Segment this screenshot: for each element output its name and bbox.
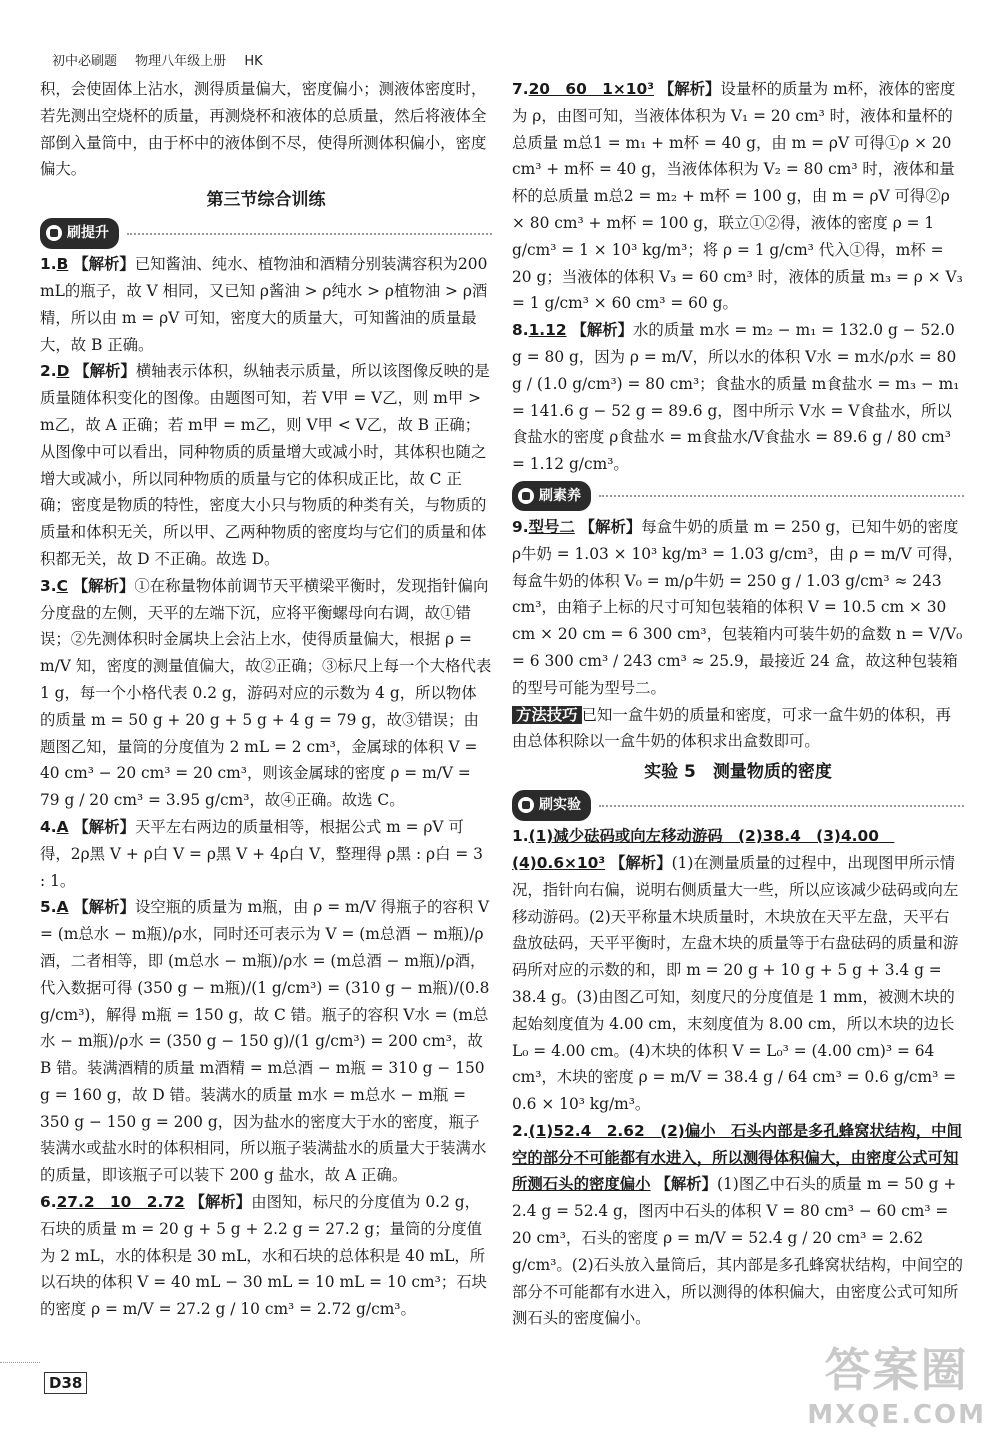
answer-key: A bbox=[56, 817, 69, 836]
edition-label: HK bbox=[244, 54, 263, 69]
dotted-divider bbox=[599, 494, 964, 497]
question-number: 2. bbox=[40, 362, 57, 381]
watermark-url: MXQE.COM bbox=[807, 1400, 986, 1430]
banner-label: 刷提升 bbox=[67, 224, 109, 241]
question-item bbox=[512, 76, 964, 317]
analysis-label: 【解析】 bbox=[73, 898, 135, 917]
watermark-text: 答案圈 bbox=[824, 1343, 969, 1397]
analysis-text: ①在称量物体前调节天平横梁平衡时，发现指针偏向分度盘的左侧，天平的左端下沉，应将平衡螺母向右调，故①错误；②先测体积时金属块上会沾上水，使得质量偏大，根据 ρ = m/V 知，密度的测量值偏大，故②正确；③标尺上每一个大格代表 1 g，每一个小格代表 0.2 g，游码对应的示数为 4 g，所以物体的质量 m = 50 g + 20 g + 5 g + 4 g = 79 g，故③错误；由题图乙知，量筒的分度值为 2 mL = 2 cm³，金属球的体积 V = 40 cm³ − 20 cm³ = 20 cm³，则该金属球的密度 ρ = m/V = 79 g / 20 cm³ = 3.95 g/cm³，故④正确。故选 C。 bbox=[40, 576, 492, 810]
question-item bbox=[40, 814, 492, 894]
subject-title: 物理八年级上册 bbox=[135, 54, 227, 69]
banner-tag bbox=[512, 790, 591, 821]
question-item bbox=[40, 358, 492, 572]
watermark bbox=[807, 1334, 986, 1430]
question-number: 1. bbox=[40, 255, 57, 274]
question-item bbox=[512, 823, 964, 1118]
dotted-divider bbox=[127, 232, 492, 235]
analysis-text: 设量杯的质量为 m杯，液体的密度为 ρ，由图可知，当液体体积为 V₁ = 20 cm³ 时，液体和量杯的总质量 m总1 = m₁ + m杯 = 40 g，由 m = ρV 可得①ρ × 20 cm³ + m杯 = 40 g，当液体体积为 V₂ = 80 cm³ 时，液体和量杯的总质量 m总2 = m₂ + m杯 = 100 g，由 m = ρV 可得②ρ × 80 cm³ + m杯 = 100 g，联立①②得，液体的密度 ρ = 1 g/cm³ = 1 × 10³ kg/m³；将 ρ = 1 g/cm³ 代入①得，m杯 = 20 g；当液体的体积 V₃ = 60 cm³ 时，液体的质量 m₃ = ρ × V₃ = 1 g/cm³ × 60 cm³ = 60 g。 bbox=[512, 80, 963, 313]
answer-key: C bbox=[56, 576, 68, 595]
analysis-label: 【解析】 bbox=[189, 1193, 252, 1212]
pencil-icon bbox=[46, 225, 62, 241]
answer-key: B bbox=[56, 255, 69, 274]
question-item bbox=[512, 317, 964, 478]
answer-key: 20 60 1×10³ bbox=[528, 80, 654, 98]
analysis-label: 【解析】 bbox=[610, 853, 672, 872]
analysis-text: 每盒牛奶的质量 m = 250 g，已知牛奶的密度 ρ牛奶 = 1.03 × 10³ kg/m³ = 1.03 g/cm³，由 ρ = m/V 可得，每盒牛奶的体积 V₀ = m/ρ牛奶 = 250 g / 1.03 g/cm³ ≈ 243 cm³，由箱子上标的尺寸可知包装箱的体积 V = 10.5 cm × 30 cm × 20 cm = 6 300 cm³，包装箱内可装牛奶的盒数 n = V/V₀ = 6 300 cm³ / 243 cm³ ≈ 25.9，最接近 24 盒，故这种包装箱的型号可能为型号二。 bbox=[512, 517, 963, 697]
tip-text: 已知一盒牛奶的质量和密度，可求一盒牛奶的体积，再由总体积除以一盒牛奶的体积求出盒数即可。 bbox=[512, 705, 951, 751]
question-item bbox=[512, 514, 964, 702]
analysis-text: 横轴表示体积，纵轴表示质量，所以该图像反映的是质量随体积变化的图像。由题图可知，若 V甲 = V乙，则 m甲 > m乙，故 A 正确；若 m甲 = m乙，则 V甲 < V乙，故 B 正确；从图像中可以看出，同种物质的质量增大或减小时，其体积也随之增大或减小，所以同种物质的质量与它的体积成正比，故 C 正确；密度是物质的特性，密度大小只与物质的种类有关，与物质的质量和体积无关，所以甲、乙两种物质的密度均与它们的质量和体积都无关，故 D 不正确。故选 D。 bbox=[40, 362, 490, 568]
banner-label: 刷实验 bbox=[539, 796, 581, 813]
question-number: 3. bbox=[40, 576, 57, 595]
analysis-label: 【解析】 bbox=[73, 817, 135, 836]
analysis-text: 天平左右两边的质量相等，根据公式 m = ρV 可得，2ρ黑 V + ρ白 V = ρ黑 V + 4ρ白 V，整理得 ρ黑 : ρ白 = 3 : 1。 bbox=[40, 817, 483, 890]
dotted-divider bbox=[599, 804, 964, 807]
analysis-text: 水的质量 m水 = m₂ − m₁ = 132.0 g − 52.0 g = 80 g，因为 ρ = m/V，所以水的体积 V水 = m水/ρ水 = 80 g / (1.0 g/cm³) = 80 cm³；食盐水的质量 m食盐水 = m₃ − m₁ = 141.6 g − 52 g = 89.6 g，图中所示 V水 = V食盐水，所以食盐水的密度 ρ食盐水 = m食盐水/V食盐水 = 89.6 g / 80 cm³ = 1.12 g/cm³。 bbox=[512, 321, 960, 474]
section-banner bbox=[40, 218, 492, 248]
answer-key: (1)减少砝码或向左移动游码 (2)38.4 (3)4.00 (4)0.6×10³ bbox=[512, 827, 895, 872]
analysis-label: 【解析】 bbox=[73, 255, 135, 274]
question-item bbox=[40, 1189, 492, 1323]
analysis-label: 【解析】 bbox=[74, 362, 136, 381]
banner-label: 刷素养 bbox=[539, 487, 581, 504]
answer-key: D bbox=[56, 362, 70, 381]
question-item bbox=[40, 894, 492, 1189]
section-title: 实验 5 测量物质的密度 bbox=[644, 762, 832, 783]
banner-tag bbox=[40, 218, 119, 249]
question-item bbox=[512, 1118, 964, 1332]
page-number: D38 bbox=[44, 1372, 87, 1394]
section-title: 第三节综合训练 bbox=[206, 190, 326, 211]
analysis-text: 设空瓶的质量为 m瓶，由 ρ = m/V 得瓶子的容积 V = (m总水 − m瓶)/ρ水，同时还可表示为 V = (m总酒 − m瓶)/ρ酒，二者相等，即 (m总水 − m瓶)/ρ水 = (m总酒 − m瓶)/ρ酒，代入数据可得 (350 g − m瓶)/(1 g/cm³) = (310 g − m瓶)/(0.8 g/cm³)，解得 m瓶 = 150 g，故 C 错。瓶子的容积 V水 = (m总水 − m瓶)/ρ水 = (350 g − 150 g)/(1 g/cm³) = 200 cm³，故 B 错。装满酒精的质量 m酒精 = m总酒 − m瓶 = 310 g − 150 g = 160 g，故 D 错。装满水的质量 m水 = m总水 − m瓶 = 350 g − 150 g = 200 g，因为盐水的密度大于水的密度，瓶子装满水或盐水时的体积相同，所以瓶子装满盐水的质量大于装满水的质量，即该瓶子可以装下 200 g 盐水，故 A 正确。 bbox=[40, 898, 490, 1185]
pencil-icon bbox=[518, 488, 534, 504]
question-number: 6. bbox=[40, 1193, 57, 1212]
book-title: 初中必刷题 bbox=[52, 54, 118, 69]
question-number: 8. bbox=[512, 321, 529, 340]
answer-key: 1.12 bbox=[528, 321, 567, 340]
question-number: 7. bbox=[512, 80, 529, 98]
left-column bbox=[40, 76, 492, 1323]
tip-label: 方法技巧 bbox=[512, 706, 582, 724]
answer-key: A bbox=[56, 898, 69, 917]
page-header bbox=[52, 50, 277, 69]
analysis-text: (1)图乙中石头的质量 m = 50 g + 2.4 g = 52.4 g，图丙中石头的体积 V = 80 cm³ − 60 cm³ = 20 cm³，石头的密度 ρ = m/V = 52.4 g / 20 cm³ = 2.62 g/cm³。(2)石头放入量筒后，其内部是多孔蜂窝状结构，中间空的部分不可能都有水进入，所以测得的体积偏大，由密度公式可知所测石头的密度偏小。 bbox=[512, 1175, 963, 1328]
banner-tag bbox=[512, 481, 591, 512]
text-paragraph: 积，会使固体上沾水，测得质量偏大，密度偏小；测液体密度时，若先测出空烧杯的质量，再测烧杯和液体的总质量，然后将液体全部倒入量筒中，由于杯中的液体倒不尽，使得所测体积偏小，密度偏大。 bbox=[40, 80, 487, 179]
section-banner bbox=[512, 790, 964, 820]
section-banner bbox=[512, 481, 964, 511]
right-column bbox=[512, 76, 964, 1332]
analysis-text: (1)在测量质量的过程中，出现图甲所示情况，指针向右偏，说明右侧质量大一些，所以应该减少砝码或向左移动游码。(2)天平称量木块质量时，木块放在天平左盘，天平右盘放砝码，天平平衡时，左盘木块的质量等于右盘砝码的质量和游码所对应的示数的和，即 m = 20 g + 10 g + 5 g + 3.4 g = 38.4 g。(3)由图乙可知，刻度尺的分度值是 1 mm，被测木块的起始刻度值为 4.00 cm，末刻度值为 8.00 cm，所以木块的边长 L₀ = 4.00 cm。(4)木块的体积 V = L₀³ = (4.00 cm)³ = 64 cm³，木块的密度 ρ = m/V = 38.4 g / 64 cm³ = 0.6 g/cm³ = 0.6 × 10³ kg/m³。 bbox=[512, 853, 959, 1114]
question-number: 2. bbox=[512, 1121, 529, 1140]
analysis-label: 【解析】 bbox=[655, 1175, 718, 1194]
pencil-icon bbox=[518, 797, 534, 813]
question-number: 4. bbox=[40, 817, 57, 836]
question-item bbox=[40, 251, 492, 358]
analysis-label: 【解析】 bbox=[72, 576, 135, 595]
method-tip bbox=[512, 702, 964, 756]
question-number: 9. bbox=[512, 517, 529, 536]
analysis-text: 由图知，标尺的分度值为 0.2 g，石块的质量 m = 20 g + 5 g + 2.2 g = 27.2 g；量筒的分度值为 2 mL，水的体积是 30 mL，水和石块的总体积是 40 mL，所以石块的体积 V = 40 mL − 30 mL = 10 mL = 10 cm³；石块的密度 ρ = m/V = 27.2 g / 10 cm³ = 2.72 g/cm³。 bbox=[40, 1193, 487, 1319]
question-item bbox=[40, 573, 492, 814]
analysis-label: 【解析】 bbox=[658, 80, 721, 98]
analysis-label: 【解析】 bbox=[571, 321, 634, 340]
footer-divider bbox=[0, 1362, 40, 1363]
analysis-label: 【解析】 bbox=[579, 517, 642, 536]
answer-key: 型号二 bbox=[528, 517, 575, 536]
question-number: 5. bbox=[40, 898, 57, 917]
answer-key: (1)52.4 2.62 (2)偏小 石头内部是多孔蜂窝状结构，中间空的部分不可能都有水进入，所以测得体积偏大，由密度公式可知所测石头的密度偏小 bbox=[512, 1121, 962, 1194]
question-number: 1. bbox=[512, 827, 529, 846]
answer-key: 27.2 10 2.72 bbox=[56, 1193, 185, 1212]
analysis-text: 已知酱油、纯水、植物油和酒精分别装满容积为200 mL的瓶子，故 V 相同，又已知 ρ酱油 > ρ纯水 > ρ植物油 > ρ酒精，所以由 m = ρV 可知，密度大的质量大，可知酱油的质量最大，故 B 正确。 bbox=[40, 255, 488, 354]
